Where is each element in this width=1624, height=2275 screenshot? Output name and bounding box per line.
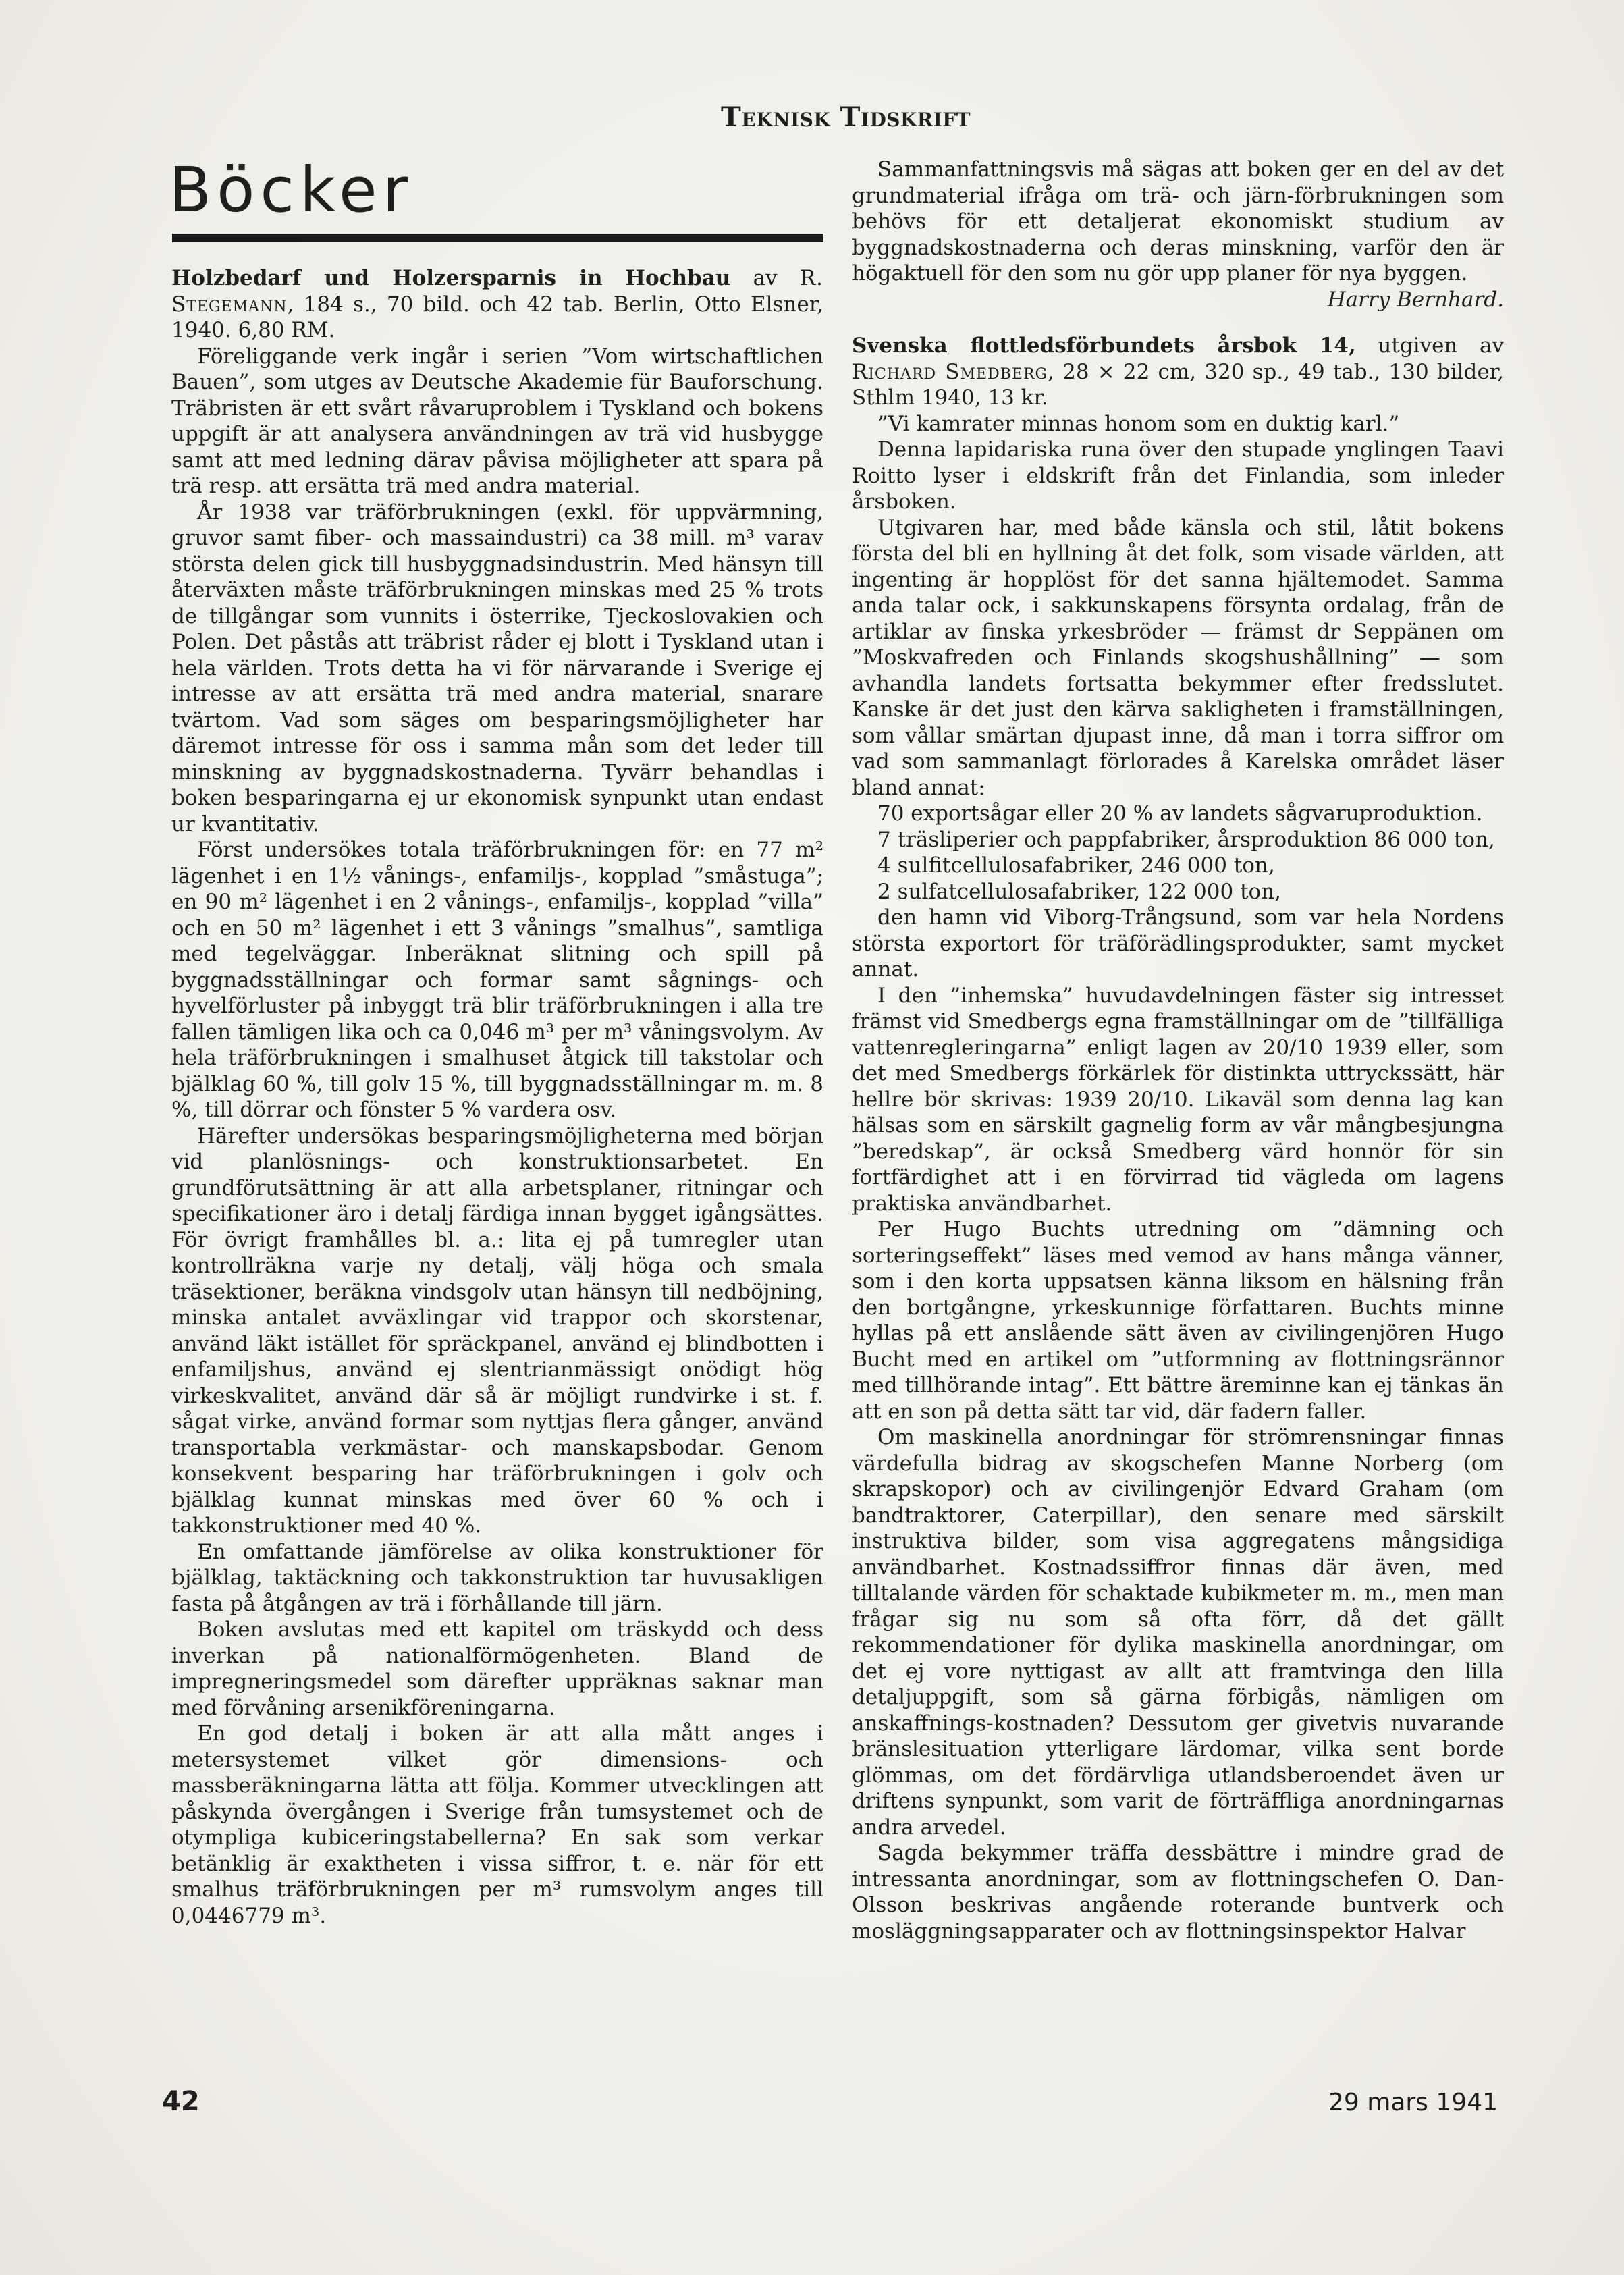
review-author-1: R. Stegemann [171, 266, 823, 317]
paragraph: År 1938 var träförbrukningen (exkl. för uppvärmning, gruvor samt fiber- och massaindustri) ca 38 mill. m³ varav största delen gick till husbyggnadsindustrin. Med hänsyn till återväxten måste träförbrukningen minskas med 25 % trots de tillgångar som vunnits i österrike, Tjeckoslovakien och Polen. Det påstås att träbrist råder ej blott i Tyskland utan i hela världen. Trots detta ha vi för närvarande i Sverige ej intresse av att ersätta trä med andra material, snarare tvärtom. Vad som säges om besparingsmöjligheter har däremot intresse för oss i samma mån som det leder till minskning av byggnadskostnaderna. Tyvärr behandlas i boken besparingarna ej ur ekonomisk synpunkt utan endast ur kvantitativ. [171, 500, 823, 836]
section-title: Böcker [169, 154, 414, 226]
right-column [852, 157, 1504, 2168]
paragraph: Boken avslutas med ett kapitel om träskydd och dess inverkan på nationalförmögenheten. Bland de impregneringsmedel som därefter uppräknas saknar man med förvåning arsenikföreningarna. [171, 1617, 823, 1720]
review-heading-1 [171, 265, 823, 344]
paragraph: Härefter undersökas besparingsmöjligheterna med början vid planlösnings- och konstruktionsarbetet. En grundförutsättning är att alla arbetsplaner, ritningar och specifikationer äro i detalj färdiga innan bygget igångsättes. För övrigt framhålles bl. a.: lita ej på tumregler utan kontrollräkna varje ny detalj, välj höga och smala träsektioner, beräkna vindsgolv utan hänsyn till nedböjning, minska antalet avväxlingar vid trappor och skorstenar, använd läkt istället för spräckpanel, använd ej blindbotten i enfamiljshus, använd ej slentrianmässigt onödigt hög virkeskvalitet, använd där så är möjligt rundvirke i st. f. sågat virke, använd formar som nyttjas flera gånger, använd transportabla verkmästar- och manskapsbodar. Genom konsekvent besparing har träförbrukningen i golv och bjälklag kunnat minskas med över 60 % och i takkonstruktioner med 40 %. [171, 1123, 823, 1538]
issue-date: 29 mars 1941 [1328, 2089, 1498, 2116]
review-details-1: , 184 s., 70 bild. och 42 tab. Berlin, Otto Elsner, 1940. 6,80 RM. [171, 292, 823, 342]
paragraph: Först undersökes totala träförbrukningen för: en 77 m² lägenhet i en 1½ vånings-, enfamiljs-, kopplad ”småstuga”; en 90 m² lägenhet i en 2 vånings-, enfamiljs-, kopplad ”villa” och en 50 m² lägenhet i ett 3 vånings ”smalhus”, samtliga med tegelväggar. Inberäknat slitning och spill på byggnadsställningar och formar samt sågnings- och hyvelförluster på inbyggt trä blir träförbrukningen i alla tre fallen tämligen lika och ca 0,046 m³ per m³ våningsvolym. Av hela träförbrukningen i smalhuset åtgick till takstolar och bjälklag 60 %, till golv 15 %, till byggnadsställningar m. m. 8 %, till dörrar och fönster 5 % vardera osv. [171, 838, 823, 1122]
review-heading-2 [852, 333, 1504, 411]
reviewer-signature: Harry Bernhard. [1327, 287, 1504, 312]
review-author-2: Richard Smedberg [852, 359, 1048, 384]
paragraph: ”Vi kamrater minnas honom som en duktig karl.” [877, 411, 1400, 436]
running-head: Teknisk Tidskrift [721, 101, 971, 133]
review-title-1: Holzbedarf und Holzersparnis in Hochbau [171, 266, 731, 290]
left-column [171, 265, 823, 2149]
paragraph: Sammanfattningsvis må sägas att boken ger en del av det grundmaterial ifråga om trä- och järn-förbrukningen som behövs för ett detaljerat ekonomiskt studium av byggnadskostnaderna och deras minskning, varför den är högaktuell för den som nu gör upp planer för nya byggen. [852, 157, 1504, 286]
review-title-2: Svenska flottledsförbundets årsbok 14, [852, 333, 1356, 358]
list-item: 70 exportsågar eller 20 % av landets sågvaruproduktion. [877, 801, 1483, 826]
title-rule [172, 234, 823, 242]
review-by-1: av [730, 266, 800, 290]
paragraph: Utgivaren har, med både känsla och stil, låtit bokens första del bli en hyllning åt det folk, som visade världen, att ingenting är hopplöst för det sanna hjältemodet. Samma anda talar ock, i sakkunskapens försynta ordalag, från de artiklar av finska yrkesbröder — främst dr Seppänen om ”Moskvafreden och Finlands skogshushållning” — som avhandla landets fortsatta bekymmer efter fredsslutet. Kanske är det just den kärva sakligheten i framställningen, som vållar smärtan djupast inne, då man i torra siffror om vad som sammanlagt förlorades å Karelska området läser bland annat: [852, 515, 1504, 800]
paragraph: Föreliggande verk ingår i serien ”Vom wirtschaftlichen Bauen”, som utges av Deutsche Akademie für Bauforschung. Träbristen är ett svårt råvaruproblem i Tyskland och bokens uppgift är att analysera användningen av trä vid husbygge samt att med ledning därav påvisa möjligheter att spara på trä resp. att ersätta trä med andra material. [171, 344, 823, 498]
review-details-2: , 28 × 22 cm, 320 sp., 49 tab., 130 bilder, Sthlm 1940, 13 kr. [852, 359, 1504, 410]
paragraph: En god detalj i boken är att alla mått anges i metersystemet vilket gör dimensions- och massberäkningarna lätta att följa. Kommer utvecklingen att påskynda övergången i Sverige från tumsystemet och de otympliga kubiceringstabellerna? En sak som verkar betänklig är exaktheten i vissa siffror, t. e. när för ett smalhus träförbrukningen per m³ rumsvolym anges till 0,0446779 m³. [171, 1721, 823, 1928]
paragraph: Denna lapidariska runa över den stupade ynglingen Taavi Roitto lyser i eldskrift från det Finlandia, som inleder årsboken. [852, 437, 1504, 514]
list-item: 7 träsliperier och pappfabriker, årsproduktion 86 000 ton, [877, 827, 1495, 852]
paragraph: En omfattande jämförelse av olika konstruktioner för bjälklag, taktäckning och takkonstruktion tar huvusakligen fasta på åtgången av trä i förhållande till järn. [171, 1539, 823, 1616]
paragraph: den hamn vid Viborg-Trångsund, som var hela Nordens största exportort för träförädlingsprodukter, samt mycket annat. [852, 905, 1504, 982]
paragraph: Sagda bekymmer träffa dessbättre i mindre grad de intressanta anordningar, som av flottningschefen O. Dan-Olsson beskrivas angående roterande buntverk och mosläggningsapparater och av flottningsinspektor Halvar [852, 1841, 1504, 1944]
list-item: 4 sulfitcellulosafabriker, 246 000 ton, [877, 853, 1275, 878]
list-item: 2 sulfatcellulosafabriker, 122 000 ton, [877, 879, 1282, 904]
page-number: 42 [162, 2086, 200, 2117]
paragraph: Per Hugo Buchts utredning om ”dämning och sorteringseffekt” läses med vemod av hans många vänner, som i den korta uppsatsen känna liksom en hälsning från den bortgångne, yrkeskunnige författaren. Buchts minne hyllas på ett anslående sätt även av civilingenjören Hugo Bucht med en artikel om ”utformning av flottningsrännor med tillhörande intag”. Ett bättre äreminne kan ej tänkas än att en son på detta sätt tar vid, där fadern faller. [852, 1217, 1504, 1424]
paragraph: Om maskinella anordningar för strömrensningar finnas värdefulla bidrag av skogschefen Manne Norberg (om skrapskopor) och av civilingenjör Edvard Graham (om bandtraktorer, Caterpillar), den senare med särskilt instruktiva bilder, som visa aggregatens mångsidiga användbarhet. Kostnadssiffror finnas där även, med tilltalande värden för schaktade kubikmeter m. m., men man frågar sig nu som så ofta förr, då det gällt rekommendationer för dylika maskinella anordningar, om det ej vore nyttigast av allt att framtvinga den lilla detaljuppgift, som så gärna förbigås, nämligen om anskaffnings-kostnaden? Dessutom ger givetvis nuvarande bränslesituation ytterligare lärdomar, vilka sent borde glömmas, om det fördärvliga utlandsberoendet även ur driftens synpunkt, som varit de förträffliga anordningarnas andra arvedel. [852, 1425, 1504, 1840]
review-lead-2: utgiven av [1355, 333, 1504, 358]
paragraph: I den ”inhemska” huvudavdelningen fäster sig intresset främst vid Smedbergs egna framställningar om de ”tillfälliga vattenregleringarna” enligt lagen av 20/10 1939 eller, som det med Smedbergs förkärlek för distinkta uttryckssätt, här hellre bör skrivas: 1939 20/10. Likaväl som denna lag kan hälsas som en särskilt gagnelig form av vår mångbesjungna ”beredskap”, är också Smedberg värd honnör för sin fortfärdighet att i en förvirrad tid vägleda om lagens praktiska användbarhet. [852, 983, 1504, 1216]
